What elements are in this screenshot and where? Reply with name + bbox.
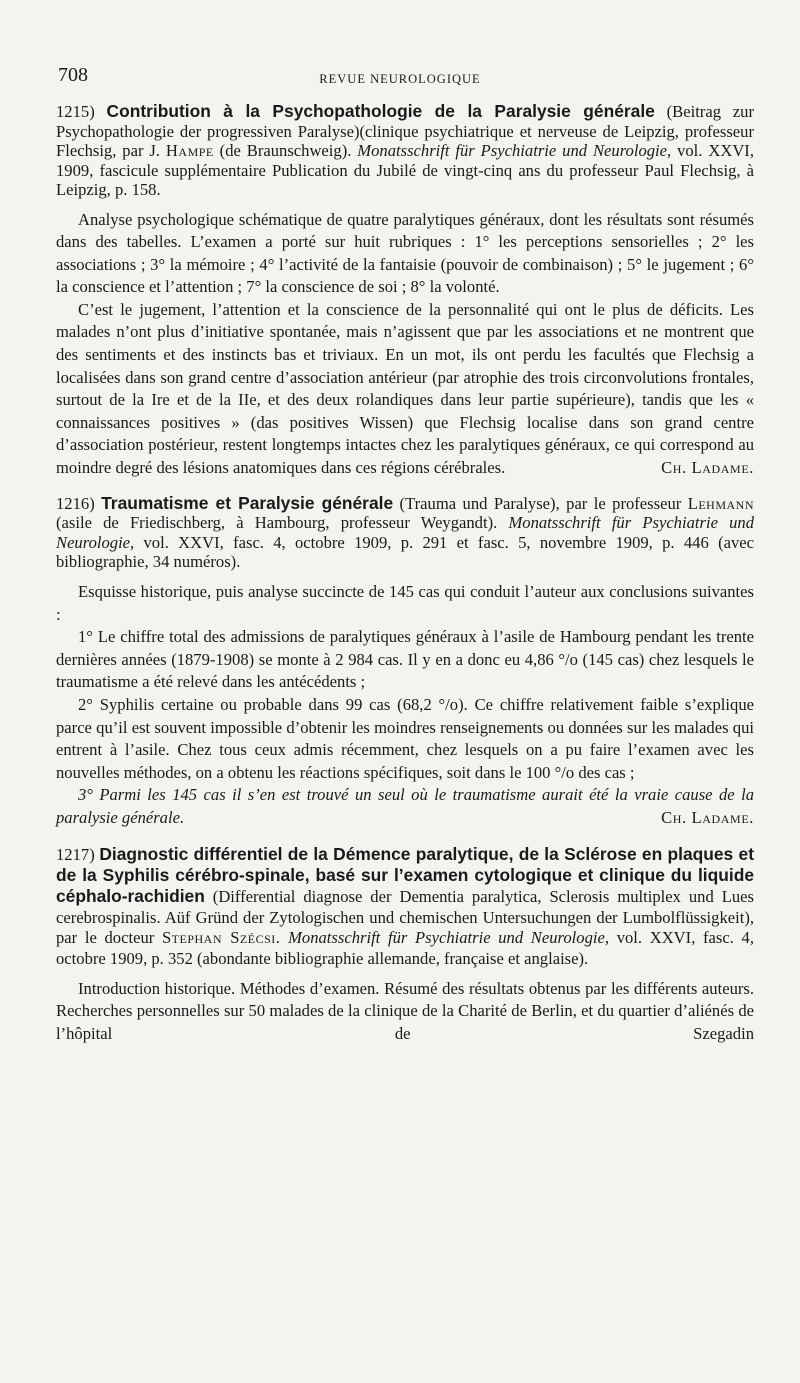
citation-text: (Beitrag zur Psychopathologie der progressiven Paralyse)(clinique psychiatrique et nerveuse de Leipzig, professeur Flechsig, par J. bbox=[56, 102, 754, 160]
signature: Ch. Ladame. bbox=[661, 458, 754, 478]
page-number: 708 bbox=[58, 64, 88, 86]
citation-text: vol. XXVI, fasc. 4, octobre 1909, p. 291 et fasc. 5, novembre 1909, p. 446 (avec bibliographie, 34 numéros). bbox=[56, 532, 754, 572]
entry-title: Diagnostic différentiel de la Démence paralytique, de la Sclérose en plaques et de la Syphilis cérébro-spinale, basé sur l’examen cytologique et clinique du liquide céphalo-rachidien bbox=[56, 843, 754, 907]
journal-name: Monatsschrift für Psychiatrie und Neurologie, bbox=[56, 513, 754, 552]
entry-title: Contribution à la Psychopathologie de la Paralysie générale bbox=[106, 101, 655, 121]
paragraph-text: 3° Parmi les 145 cas il s’en est trouvé un seul où le traumatisme aurait été la vraie cause de la paralysie générale. bbox=[56, 785, 754, 827]
body-paragraph: Esquisse historique, puis analyse succincte de 145 cas qui conduit l’auteur aux conclusions suivantes : bbox=[56, 582, 754, 624]
body-paragraph bbox=[56, 784, 754, 829]
citation-text: (asile de Friedischberg, à Hambourg, professeur Weygandt). bbox=[56, 513, 509, 533]
entry-number: 1216) bbox=[56, 493, 95, 513]
journal-name: Monatsschrift für Psychiatrie und Neurologie, bbox=[288, 928, 610, 948]
body-paragraph: Analyse psychologique schématique de quatre paralytiques généraux, dont les résultats sont résumés dans des tabelles. L’examen a porté sur huit rubriques : 1° les perceptions sensorielles ; 2° les associations ; 3° la mémoire ; 4° l’activité de la fantaisie (pouvoir de combinaison) ; 5° le jugement ; 6° la conscience et l’attention ; 7° la conscience de soi ; 8° la volonté. bbox=[56, 209, 754, 297]
entry-heading bbox=[56, 494, 754, 572]
citation-text: (de Braunschweig). bbox=[213, 141, 358, 160]
page-content bbox=[56, 102, 754, 1045]
entry-number: 1217) bbox=[56, 844, 95, 864]
author-name: Hampe bbox=[165, 141, 214, 160]
citation-text bbox=[280, 928, 288, 947]
entry-heading bbox=[56, 102, 754, 200]
signature: Ch. Ladame. bbox=[661, 807, 754, 827]
citation-text: vol. XXVI, 1909, fascicule supplémentaire Publication du Jubilé de vingt-cinq ans du professeur Paul Flechsig, à Leipzig, p. 158. bbox=[56, 141, 754, 199]
body-paragraph: 2° Syphilis certaine ou probable dans 99 cas (68,2 °/o). Ce chiffre relativement faible s’explique parce qu’il est souvent impossible d’obtenir les moindres renseignements ou données sur les malades qui entrent à l’asile. Chez tous ceux admis récemment, chez lesquels on a pu faire l’examen avec les nouvelles méthodes, on a obtenu les réactions spécifiques, soit dans le 100 °/o des cas ; bbox=[56, 694, 754, 782]
abstract-entry bbox=[56, 844, 754, 1046]
entry-title: Traumatisme et Paralysie générale bbox=[101, 492, 394, 513]
body-paragraph: Introduction historique. Méthodes d’examen. Résumé des résultats obtenus par les différents auteurs. Recherches personnelles sur 50 malades de la clinique de la Charité de Berlin, et du quartier d’aliénés de l’hôpital de Szegadin bbox=[56, 978, 754, 1043]
body-paragraph bbox=[56, 299, 754, 480]
citation-text: (Trauma und Paralyse), par le professeur bbox=[393, 493, 688, 513]
entry-heading bbox=[56, 844, 754, 969]
author-name: Stephan Szécsi. bbox=[161, 928, 281, 948]
paragraph-text: C’est le jugement, l’attention et la conscience de la personnalité qui ont le plus de déficits. Les malades n’ont plus d’initiative spontanée, mais n’agissent que par les associations et ne montrent que des sentiments et des instincts bas et triviaux. En un mot, ils ont perdu les facultés que Flechsig a localisées dans son grand centre d’association antérieur (par atrophie des trois circonvolutions frontales, surtout de la Ire et de la IIe, et des deux rolandiques dans leur partie supérieure), tandis que les « connaissances positives » (das positives Wissen) que Flechsig localise dans son grand centre d’association postérieur, restent longtemps intactes chez les paralytiques généraux, ce qui correspond au moindre degré des lésions anatomiques dans ces régions cérébrales. bbox=[56, 299, 754, 478]
entry-number: 1215) bbox=[56, 102, 95, 121]
body-paragraph: 1° Le chiffre total des admissions de paralytiques généraux à l’asile de Hambourg pendant les trente dernières années (1879-1908) se monte à 2 984 cas. Il y en a donc eu 4,86 °/o (145 cas) chez lesquels le traumatisme a été relevé dans les antécédents ; bbox=[56, 627, 754, 692]
abstract-entry bbox=[56, 494, 754, 830]
journal-name: Monatsschrift für Psychiatrie und Neurologie, bbox=[357, 141, 672, 160]
running-head: REVUE NEUROLOGIQUE bbox=[319, 72, 481, 86]
citation-text: vol. XXVI, fasc. 4, octobre 1909, p. 352 (abondante bibliographie allemande, française et anglaise). bbox=[56, 928, 754, 968]
abstract-entry bbox=[56, 102, 754, 480]
citation-text: (Differential diagnose der Dementia paralytica, Sclerosis multiplex und Lues cerebrospinalis. Aüf Gründ der Zytologischen und chemischen Untersuchungen der Lumbolflüssigkeit), par le docteur bbox=[56, 887, 754, 948]
page-header bbox=[0, 64, 800, 90]
author-name: Lehmann bbox=[687, 493, 754, 513]
